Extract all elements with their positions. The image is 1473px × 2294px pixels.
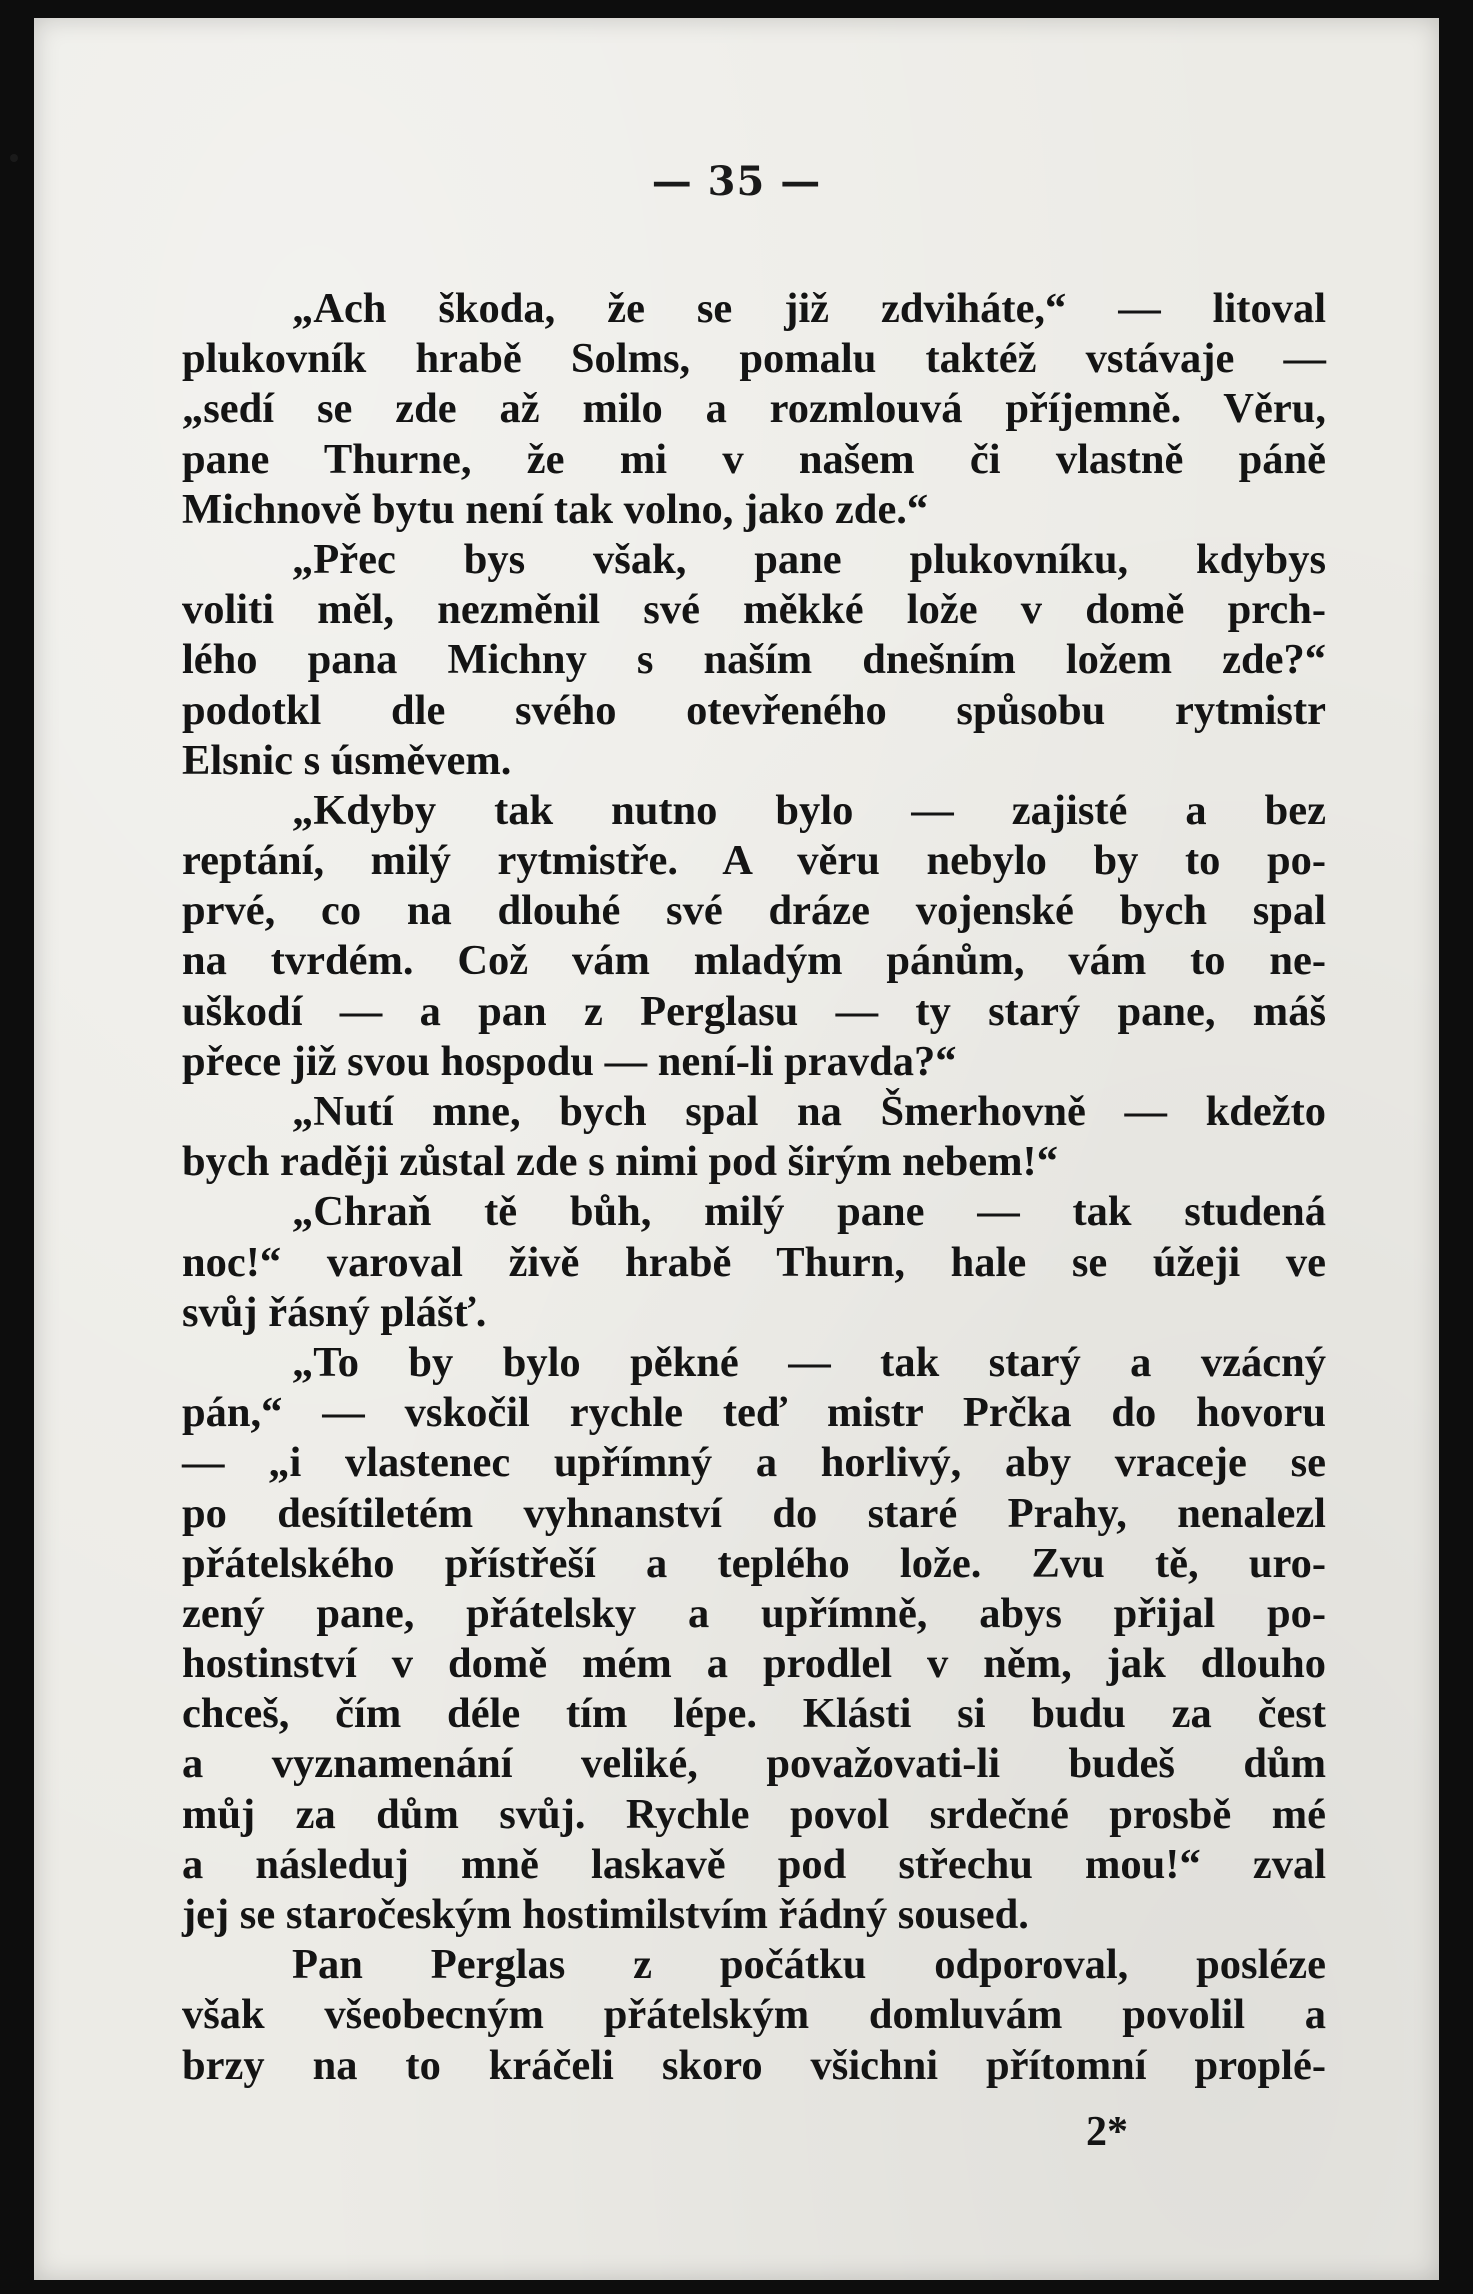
text-line: můj za dům svůj. Rychle povol srdečné prosbě mé (182, 1790, 1326, 1838)
text-line: Elsnic s úsměvem. (182, 736, 512, 784)
text-line: lého pana Michny s naším dnešním ložem zde?“ (182, 636, 1326, 684)
text-line: na tvrdém. Což vám mladým pánům, vám to ne- (182, 937, 1326, 985)
text-line: a vyznamenání veliké, považovati-li budeš dům (182, 1740, 1326, 1788)
text-line: Michnově bytu není tak volno, jako zde.“ (182, 485, 929, 533)
text-line: — „i vlastenec upřímný a horlivý, aby vraceje se (182, 1439, 1326, 1487)
text-line: bych raději zůstal zde s nimi pod širým nebem!“ (182, 1138, 1058, 1186)
text-line: chceš, čím déle tím lépe. Klásti si budu za čest (182, 1690, 1326, 1738)
text-line: brzy na to kráčeli skoro všichni přítomní proplé- (182, 2041, 1326, 2089)
text-line: prvé, co na dlouhé své dráze vojenské bych spal (182, 887, 1326, 935)
ink-speck (10, 154, 18, 162)
text-line: přece již svou hospodu — není-li pravda?“ (182, 1037, 957, 1085)
text-line: „Kdyby tak nutno bylo — zajisté a bez (292, 786, 1326, 834)
text-line: „Chraň tě bůh, milý pane — tak studená (292, 1188, 1326, 1236)
text-line: Pan Perglas z počátku odporoval, posléze (292, 1941, 1326, 1989)
text-line: jej se staročeským hostimilstvím řádný soused. (182, 1891, 1029, 1938)
text-line: pán,“ — vskočil rychle teď mistr Prčka do hovoru (182, 1389, 1326, 1437)
text-line: „Ach škoda, že se již zdviháte,“ — litoval (292, 285, 1326, 332)
text-line: však všeobecným přátelským domluvám povolil a (182, 1991, 1326, 2039)
text-line: hostinství v domě mém a prodlel v něm, jak dlouho (182, 1640, 1326, 1688)
text-line: „To by bylo pěkné — tak starý a vzácný (292, 1338, 1326, 1386)
text-line: plukovník hrabě Solms, pomalu taktéž vstávaje — (182, 335, 1326, 383)
book-page (34, 18, 1439, 2280)
text-line: voliti měl, nezměnil své měkké lože v domě prch- (182, 586, 1326, 634)
text-line: zený pane, přátelsky a upřímně, abys přijal po- (182, 1589, 1326, 1637)
text-line: podotkl dle svého otevřeného spůsobu rytmistr (182, 686, 1326, 734)
text-line: přátelského přístřeší a teplého lože. Zvu tě, uro- (182, 1539, 1326, 1587)
body-text (182, 284, 1326, 2091)
text-line: reptání, milý rytmistře. A věru nebylo by to po- (182, 837, 1326, 885)
text-line: „Nutí mne, bych spal na Šmerhovně — kdežto (292, 1088, 1326, 1135)
text-line: po desítiletém vyhnanství do staré Prahy, nenalezl (182, 1489, 1326, 1537)
text-line: noc!“ varoval živě hrabě Thurn, hale se úžeji ve (182, 1238, 1326, 1286)
text-line: „Přec bys však, pane plukovníku, kdybys (292, 535, 1326, 583)
text-line: pane Thurne, že mi v našem či vlastně páně (182, 435, 1326, 483)
page-number: — 35 — (651, 158, 822, 205)
text-line: uškodí — a pan z Perglasu — ty starý pane, máš (182, 987, 1326, 1035)
signature-mark: 2* (1086, 2109, 1128, 2155)
text-line: svůj řásný plášť. (182, 1288, 487, 1336)
text-line: „sedí se zde až milo a rozmlouvá příjemně. Věru, (182, 385, 1326, 433)
text-line: a následuj mně laskavě pod střechu mou!“ zval (182, 1840, 1326, 1888)
